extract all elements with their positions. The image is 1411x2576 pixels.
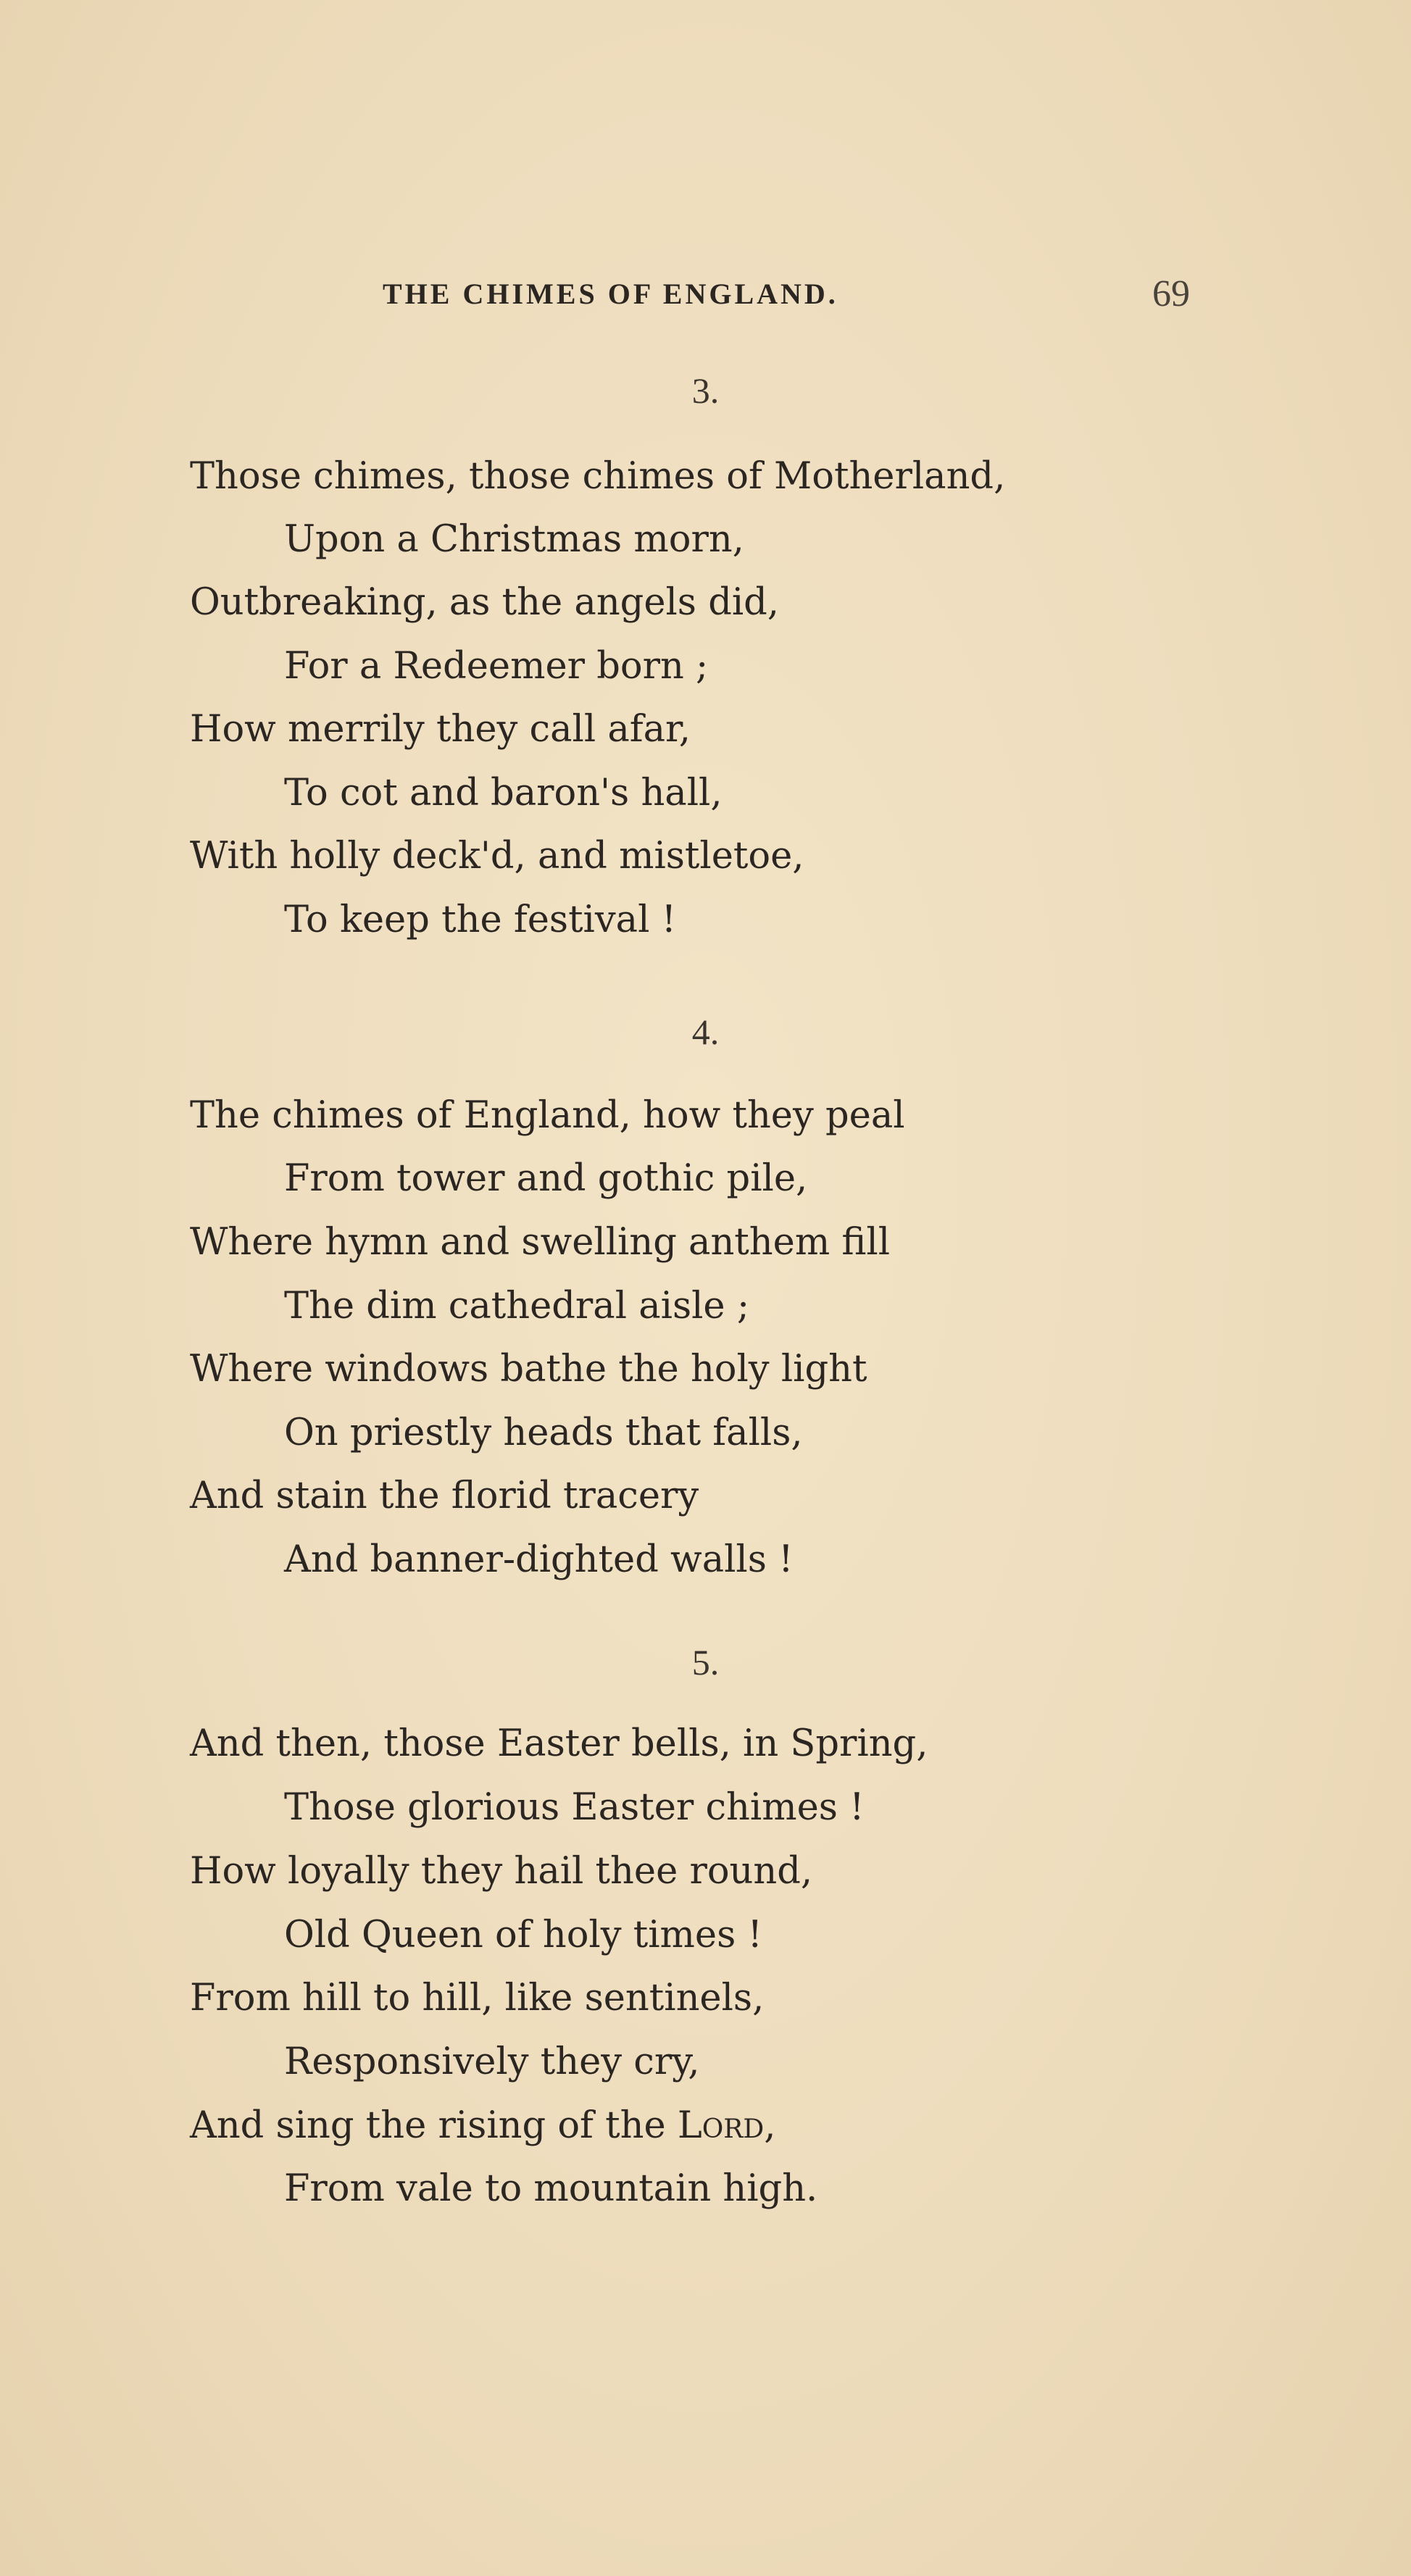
verse-line: Those chimes, those chimes of Motherland,	[190, 455, 1006, 498]
page-number: 69	[1152, 273, 1190, 314]
verse-line: To cot and baron's hall,	[284, 772, 723, 814]
verse-line: On priestly heads that falls,	[284, 1412, 803, 1454]
verse-line: The dim cathedral aisle ;	[284, 1285, 750, 1327]
verse-line: How loyally they hail thee round,	[190, 1850, 813, 1893]
stanza-number: 5.	[691, 1642, 720, 1683]
verse-line-text: And sing the rising of the	[190, 2104, 678, 2147]
verse-line: Those glorious Easter chimes !	[284, 1786, 865, 1829]
verse-line: And stain the florid tracery	[190, 1475, 699, 1517]
verse-line: Upon a Christmas morn,	[284, 518, 744, 561]
verse-line: For a Redeemer born ;	[284, 645, 709, 688]
verse-line: Old Queen of holy times !	[284, 1914, 762, 1956]
verse-line: To keep the festival !	[284, 899, 677, 941]
small-caps-word: Lord,	[677, 2104, 776, 2147]
verse-line: From hill to hill, like sentinels,	[190, 1977, 765, 2019]
verse-line: And then, those Easter bells, in Spring,	[190, 1722, 928, 1765]
verse-line: From vale to mountain high.	[284, 2167, 818, 2210]
verse-line: And banner-dighted walls !	[284, 1538, 794, 1581]
verse-line: Where hymn and swelling anthem fill	[190, 1221, 891, 1264]
stanza-number: 3.	[691, 370, 720, 411]
running-title: THE CHIMES OF ENGLAND.	[383, 278, 838, 310]
verse-line	[190, 2104, 775, 2147]
running-head	[0, 273, 1411, 320]
verse-line: Where windows bathe the holy light	[190, 1348, 867, 1391]
verse-line: With holly deck'd, and mistletoe,	[190, 835, 804, 878]
verse-line: Outbreaking, as the angels did,	[190, 581, 780, 624]
verse-line: From tower and gothic pile,	[284, 1157, 808, 1200]
verse-line: How merrily they call afar,	[190, 708, 691, 751]
verse-line: Responsively they cry,	[284, 2041, 700, 2083]
stanza-number: 4.	[691, 1012, 720, 1052]
verse-line: The chimes of England, how they peal	[190, 1094, 905, 1137]
